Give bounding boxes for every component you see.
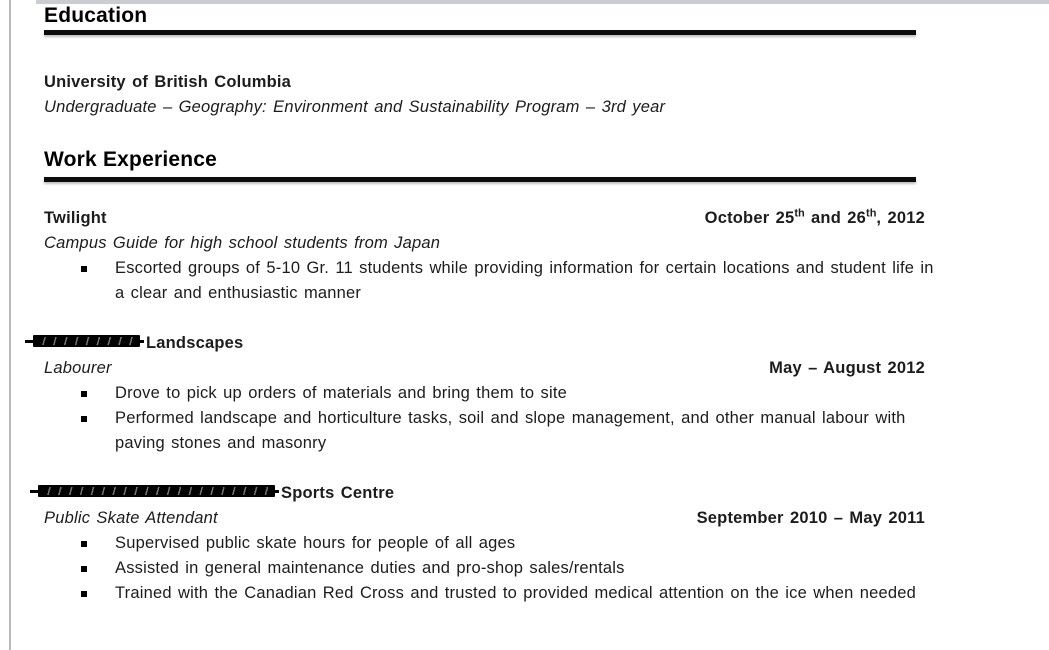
employment-date: May – August 2012 <box>769 359 925 377</box>
work-experience-section-heading: Work Experience <box>44 148 218 171</box>
employer-name: Sports Centre <box>281 484 395 502</box>
work-experience-heading-rule <box>44 177 916 182</box>
job-bullet: Escorted groups of 5-10 Gr. 11 students while providing information for certain locations and student life in a clear and enthusiastic manner <box>44 256 945 306</box>
education-heading-rule <box>44 30 916 35</box>
education-section-heading: Education <box>44 4 148 27</box>
date-text: and 26 <box>804 209 867 227</box>
date-text: October 25 <box>704 209 795 227</box>
employment-date <box>705 206 925 231</box>
employer-name: Landscapes <box>146 334 244 352</box>
job-title: Labourer <box>44 359 112 377</box>
job-title-date-row <box>44 356 925 381</box>
job-bullet-list <box>44 531 945 606</box>
education-program: Undergraduate – Geography: Environment and Sustainability Program – 3rd year <box>44 98 666 116</box>
work-entry-twilight-header <box>44 206 925 231</box>
redacted-employer-name <box>33 335 140 347</box>
date-text: , 2012 <box>876 209 925 227</box>
employment-date: September 2010 – May 2011 <box>696 509 925 527</box>
resume-document <box>44 0 934 606</box>
redacted-employer-name <box>38 485 275 497</box>
job-title: Public Skate Attendant <box>44 509 218 527</box>
job-bullet: Trained with the Canadian Red Cross and trusted to provided medical attention on the ice when needed <box>44 581 945 606</box>
employer-name: Twilight <box>44 209 107 227</box>
job-bullet: Performed landscape and horticulture tasks, soil and slope management, and other manual labour with paving stones and masonry <box>44 406 945 456</box>
job-bullet-list <box>44 381 945 456</box>
ordinal-superscript: th <box>794 207 805 220</box>
education-school: University of British Columbia <box>44 73 292 91</box>
job-title: Campus Guide for high school students from Japan <box>44 234 441 252</box>
work-entry-landscapes-header <box>44 331 925 356</box>
job-bullet: Drove to pick up orders of materials and bring them to site <box>44 381 945 406</box>
work-entry-sports-centre-header <box>44 481 925 506</box>
job-bullet-list <box>44 256 945 306</box>
job-bullet: Supervised public skate hours for people of all ages <box>44 531 945 556</box>
ordinal-superscript: th <box>866 207 877 220</box>
page-left-edge-line <box>9 0 11 650</box>
job-title-date-row <box>44 506 925 531</box>
job-bullet: Assisted in general maintenance duties and pro-shop sales/rentals <box>44 556 945 581</box>
